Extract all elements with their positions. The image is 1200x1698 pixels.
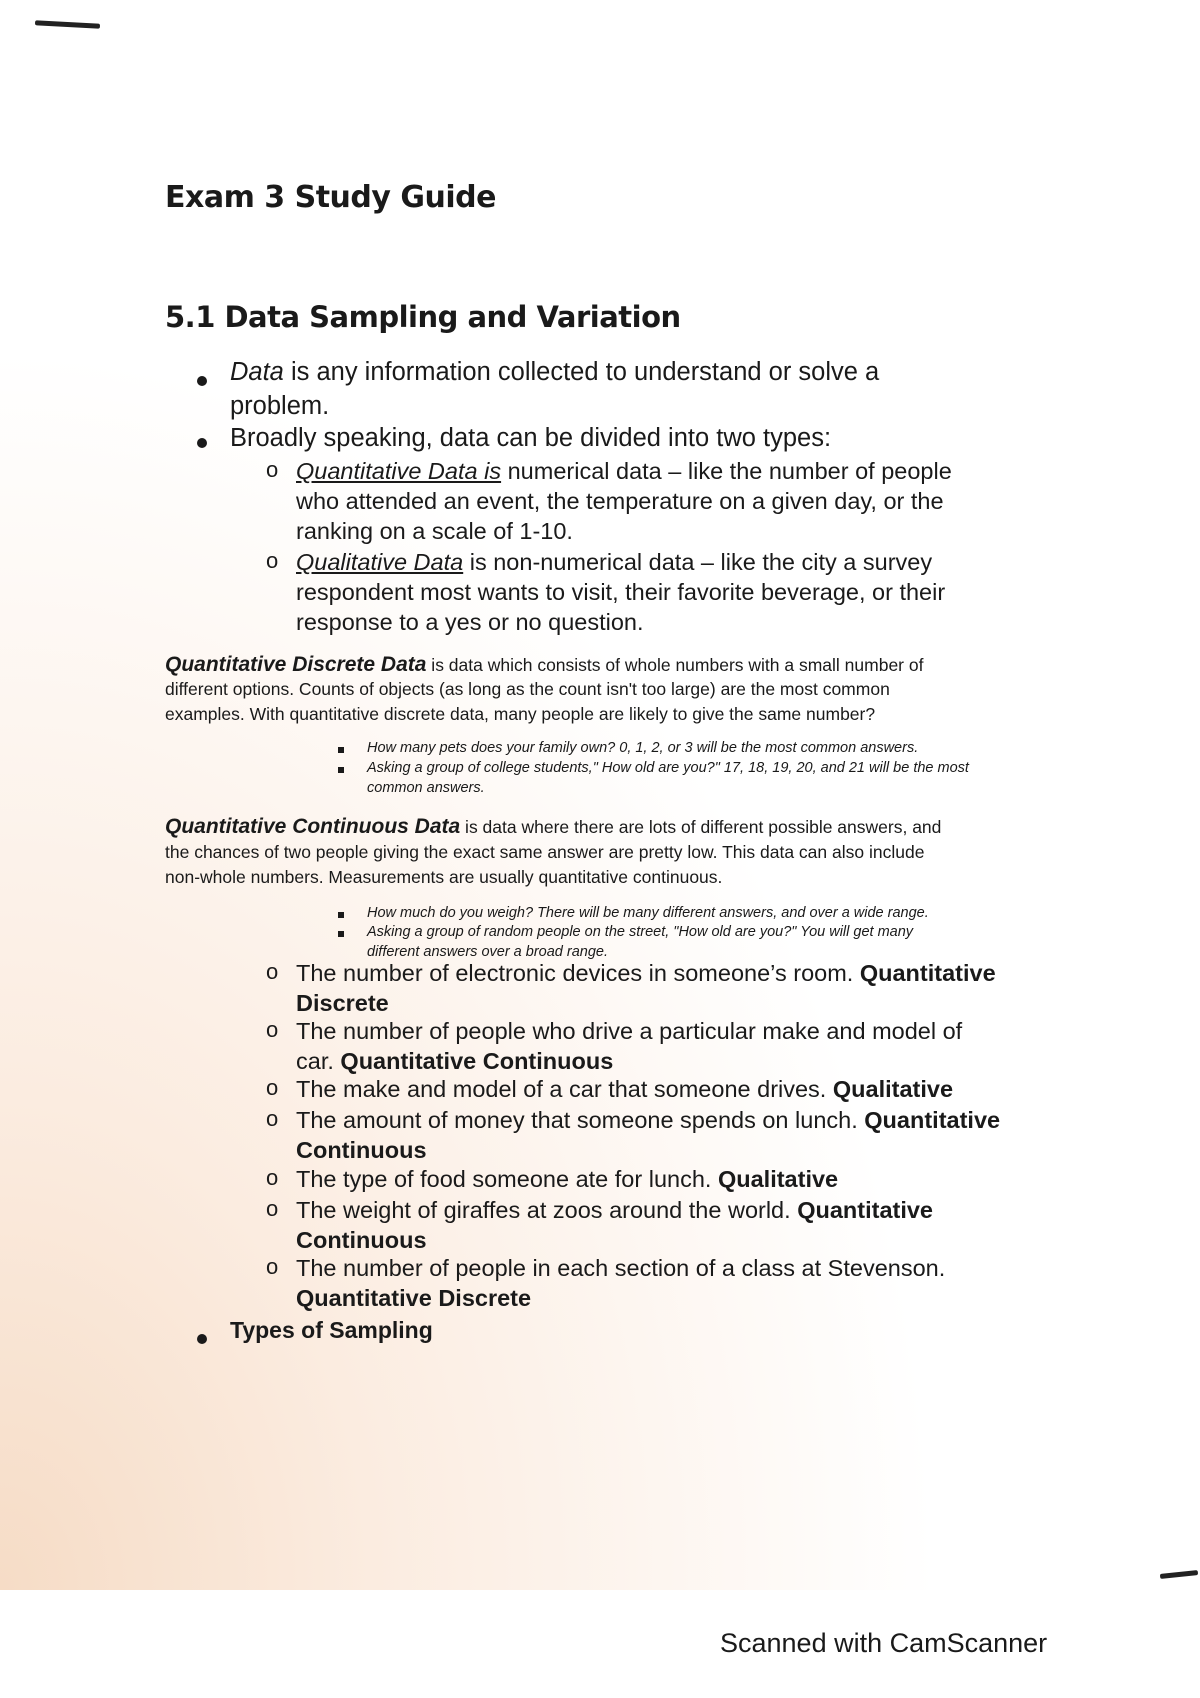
sub-bullet-icon: o [266,1254,279,1279]
continuous-example: Asking a group of random people on the street, "How old are you?" You will get many [367,924,914,940]
discrete-paragraph: Quantitative Discrete Data is data which consists of whole numbers with a small number of [165,653,924,676]
bullet-text: Data is any information collected to understand or solve a [230,358,880,386]
qualitative-def: Qualitative Data is non-numerical data – like the city a survey [296,549,933,575]
continuous-example: How much do you weigh? There will be many different answers, and over a wide range. [367,905,929,921]
example-item-continued: Continuous [296,1227,427,1253]
section-heading: 5.1 Data Sampling and Variation [165,300,681,334]
example-item-continued: Discrete [296,990,389,1016]
example-item: The weight of giraffes at zoos around the world. Quantitative [296,1197,934,1223]
quantitative-def: Quantitative Data is numerical data – like the number of people [296,458,952,484]
example-item-continued: Continuous [296,1137,427,1163]
continuous-paragraph: Quantitative Continuous Data is data where there are lots of different possible answers, and [165,815,942,838]
example-item: The number of people in each section of a class at Stevenson. [296,1255,946,1281]
sub-bullet-icon: o [266,548,279,573]
sub-bullet-icon: o [266,1196,279,1221]
qualitative-def: response to a yes or no question. [296,609,644,635]
small-bullet-icon [338,912,344,918]
discrete-example: common answers. [367,780,485,796]
discrete-example: How many pets does your family own? 0, 1, 2, or 3 will be the most common answers. [367,740,919,756]
bullet-icon [197,1334,207,1344]
bullet-text: problem. [230,392,330,420]
bullet-text: Broadly speaking, data can be divided into two types: [230,424,832,452]
discrete-paragraph: different options. Counts of objects (as long as the count isn't too large) are the most common [165,679,890,699]
discrete-paragraph: examples. With quantitative discrete data, many people are likely to give the same number? [165,704,876,724]
sub-bullet-icon: o [266,959,279,984]
qualitative-def: respondent most wants to visit, their favorite beverage, or their [296,579,946,605]
quantitative-def: ranking on a scale of 1-10. [296,518,573,544]
sub-bullet-icon: o [266,1075,279,1100]
discrete-example: Asking a group of college students," How old are you?" 17, 18, 19, 20, and 21 will be the most [367,760,969,776]
example-item: The number of people who drive a particular make and model of [296,1018,963,1044]
continuous-paragraph: non-whole numbers. Measurements are usually quantitative continuous. [165,867,723,887]
sub-bullet-icon: o [266,1106,279,1131]
example-item: The number of electronic devices in someone’s room. Quantitative [296,960,996,986]
example-item-continued: car. Quantitative Continuous [296,1048,614,1074]
continuous-paragraph: the chances of two people giving the exact same answer are pretty low. This data can also include [165,842,925,862]
bullet-icon [197,438,207,448]
small-bullet-icon [338,767,344,773]
example-item: The make and model of a car that someone drives. Qualitative [296,1076,954,1102]
bullet-icon [197,376,207,386]
types-of-sampling: Types of Sampling [230,1317,433,1343]
example-item: The type of food someone ate for lunch. Qualitative [296,1166,839,1192]
continuous-example: different answers over a broad range. [367,944,608,960]
small-bullet-icon [338,747,344,753]
example-item-continued: Quantitative Discrete [296,1285,532,1311]
sub-bullet-icon: o [266,1017,279,1042]
sub-bullet-icon: o [266,457,279,482]
sub-bullet-icon: o [266,1165,279,1190]
example-item: The amount of money that someone spends on lunch. Quantitative [296,1107,1001,1133]
page-title: Exam 3 Study Guide [165,180,496,215]
quantitative-def: who attended an event, the temperature on a given day, or the [296,488,944,514]
small-bullet-icon [338,931,344,937]
camscanner-watermark: Scanned with CamScanner [720,1628,1048,1658]
